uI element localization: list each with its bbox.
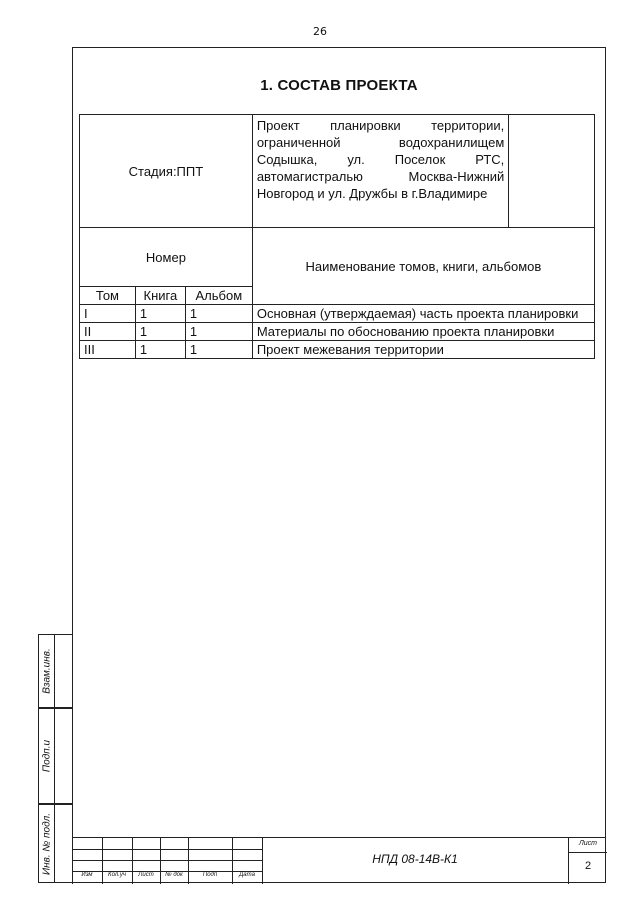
col-kniga-header: Книга [135, 287, 185, 305]
sheet-number: 2 [584, 860, 592, 872]
stamp-caption: Кол.уч [108, 872, 126, 878]
stamp-caption: Изм [81, 872, 93, 878]
row-name [252, 323, 594, 341]
side-field-inv [38, 804, 72, 883]
row-albom: 1 [185, 341, 252, 359]
sheet-box [568, 838, 606, 884]
page-number: 26 [313, 25, 327, 38]
row-albom: 1 [185, 323, 252, 341]
stamp-caption: Подп [202, 872, 218, 878]
row-name: Проект межевания территории [252, 341, 594, 359]
stage-cell: Стадия:ППТ [80, 115, 253, 228]
row-kniga: 1 [135, 323, 185, 341]
row-name-text: Материалы по обоснованию проекта планировки [256, 324, 555, 339]
table-row [80, 305, 595, 323]
header-stage-row [80, 115, 595, 228]
row-name [252, 305, 594, 323]
row-tom: II [80, 323, 136, 341]
project-description-text: Проект планировки территории, ограниченной водохранилищем Содышка, ул. Поселок РТС, автомагистралью Москва-Нижний Новгород и ул. Дружбы в г.Владимире [256, 118, 505, 201]
empty-cell [509, 115, 595, 228]
side-field-podp [38, 708, 72, 804]
row-name-text: Основная (утверждаемая) часть проекта планировки [256, 306, 579, 321]
volume-name-header: Наименование томов, книги, альбомов [252, 228, 594, 305]
row-albom: 1 [185, 305, 252, 323]
row-kniga: 1 [135, 341, 185, 359]
side-field-vzam [38, 634, 72, 708]
number-header: Номер [80, 228, 253, 287]
project-composition-table [79, 114, 595, 359]
stamp-caption: Дата [239, 872, 255, 878]
side-label-podp: Подп.и [41, 739, 52, 773]
project-description [252, 115, 508, 228]
stamp-caption: № док [165, 872, 183, 878]
row-kniga: 1 [135, 305, 185, 323]
sheet-label: Лист [578, 840, 598, 847]
table-row [80, 341, 595, 359]
stamp-caption: Лист [138, 872, 154, 878]
stamp-grid [72, 838, 262, 884]
title-block-stamp [72, 837, 606, 883]
document-title: 1. СОСТАВ ПРОЕКТА [260, 77, 418, 94]
row-tom: I [80, 305, 136, 323]
number-header-row [80, 228, 595, 287]
col-albom-header: Альбом [185, 287, 252, 305]
side-label-inv: Инв. № подл. [41, 812, 52, 875]
col-tom-header: Том [80, 287, 136, 305]
table-row [80, 323, 595, 341]
row-tom: III [80, 341, 136, 359]
document-code: НПД 08-14В-К1 [372, 852, 458, 866]
side-label-vzam: Взам.инв. [41, 648, 52, 694]
